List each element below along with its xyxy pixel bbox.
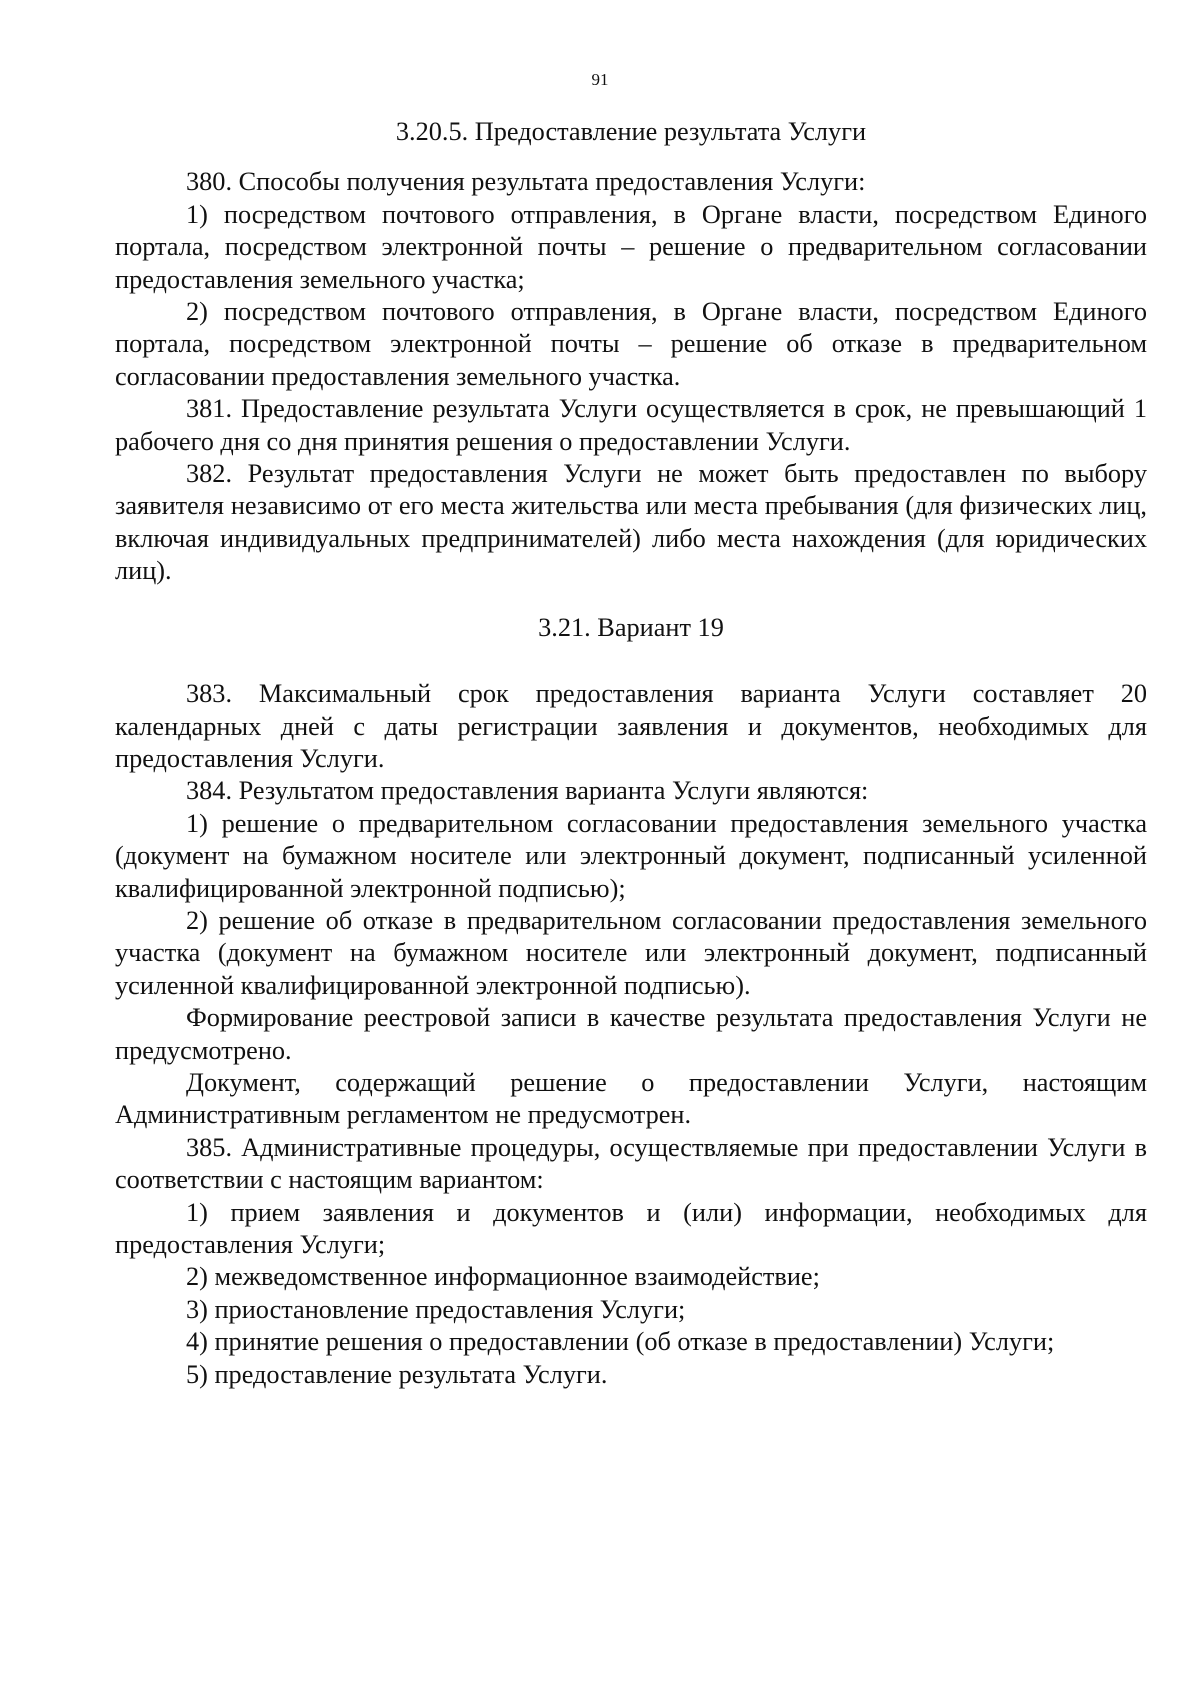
paragraph-385-item-2: 2) межведомственное информационное взаимодействие; bbox=[186, 1262, 820, 1292]
subsection-heading: 3.21. Вариант 19 bbox=[538, 612, 724, 642]
paragraph-385-item-1: 1) прием заявления и документов и (или) информации, необходимых для предоставления Услуги; bbox=[115, 1197, 1147, 1259]
paragraph-385-item-3: 3) приостановление предоставления Услуги; bbox=[186, 1294, 686, 1324]
paragraph-380-item-2: 2) посредством почтового отправления, в Органе власти, посредством Единого портала, посредством электронной почты – решение об отказе в предварительном согласовании предоставления земельного участка. bbox=[115, 297, 1147, 391]
paragraph-381: 381. Предоставление результата Услуги осуществляется в срок, не превышающий 1 рабочего дня со дня принятия решения о предоставлении Услуги. bbox=[115, 394, 1147, 456]
paragraph-384-item-1: 1) решение о предварительном согласовании предоставления земельного участка (документ на бумажном носителе или электронный документ, подписанный усиленной квалифицированной электронной подписью); bbox=[115, 808, 1147, 903]
paragraph-384-item-2: 2) решение об отказе в предварительном согласовании предоставления земельного участка (документ на бумажном носителе или электронный документ, подписанный усиленной квалифицированной электронной подписью). bbox=[115, 905, 1147, 1000]
paragraph-380-item-1: 1) посредством почтового отправления, в Органе власти, посредством Единого портала, посредством электронной почты – решение о предварительном согласовании предоставления земельного участка; bbox=[115, 199, 1147, 294]
paragraph-382: 382. Результат предоставления Услуги не может быть предоставлен по выбору заявителя независимо от его места жительства или места пребывания (для физических лиц, включая индивидуальных предпринимателей) либо места нахождения (для юридических лиц). bbox=[115, 459, 1147, 586]
paragraph-384: 384. Результатом предоставления варианта Услуги являются: bbox=[186, 776, 869, 806]
paragraph-385-item-5: 5) предоставление результата Услуги. bbox=[186, 1359, 608, 1389]
paragraph-383: 383. Максимальный срок предоставления варианта Услуги составляет 20 календарных дней с даты регистрации заявления и документов, необходимых для предоставления Услуги. bbox=[115, 679, 1147, 773]
paragraph-385-item-4: 4) принятие решения о предоставлении (об отказе в предоставлении) Услуги; bbox=[186, 1327, 1055, 1357]
paragraph-registry-note: Формирование реестровой записи в качестве результата предоставления Услуги не предусмотрено. bbox=[115, 1003, 1147, 1065]
paragraph-document-note: Документ, содержащий решение о предоставлении Услуги, настоящим Административным регламентом не предусмотрен. bbox=[115, 1067, 1147, 1130]
document-body bbox=[115, 116, 1147, 1391]
paragraph-385: 385. Административные процедуры, осуществляемые при предоставлении Услуги в соответствии с настоящим вариантом: bbox=[115, 1132, 1147, 1195]
page-number: 91 bbox=[591, 70, 609, 89]
paragraph-380: 380. Способы получения результата предоставления Услуги: bbox=[186, 167, 866, 197]
section-heading: 3.20.5. Предоставление результата Услуги bbox=[395, 117, 867, 146]
